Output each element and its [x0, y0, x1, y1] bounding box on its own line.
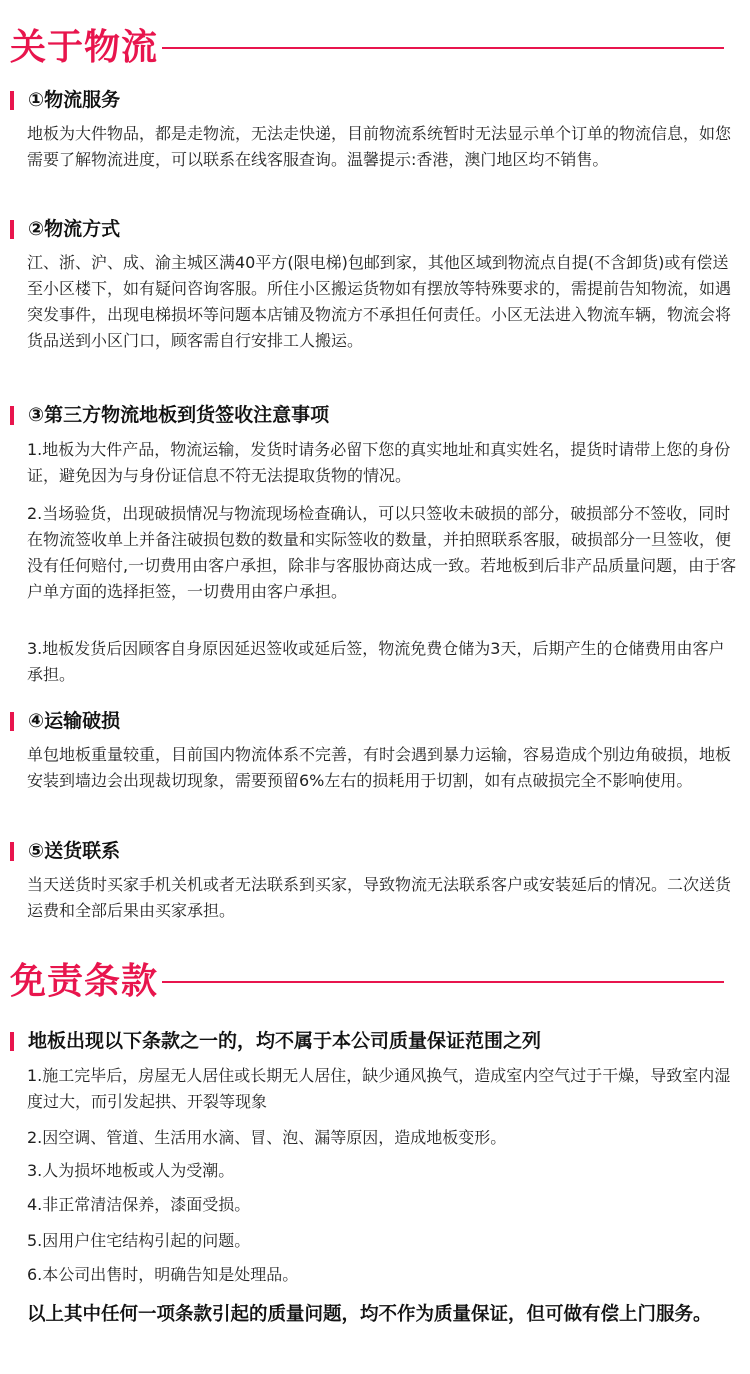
- logistics-heading-title: 关于物流: [10, 27, 159, 68]
- section-title: ①物流服务: [28, 89, 121, 111]
- list-item: 4.非正常清洁保养，漆面受损。: [27, 1195, 251, 1214]
- heading-divider: [162, 47, 724, 49]
- paragraph: 3.地板发货后因顾客自身原因延迟签收或延后签，物流免费仓储为3天，后期产生的仓储费用由客户承担。: [27, 639, 725, 684]
- list-item: 1.施工完毕后，房屋无人居住或长期无人居住，缺少通风换气，造成室内空气过于干燥，导致室内湿度过大，而引发起拱、开裂等现象: [27, 1066, 731, 1111]
- list-item: 2.因空调、管道、生活用水滴、冒、泡、漏等原因，造成地板变形。: [27, 1128, 507, 1147]
- section-marker: [10, 220, 14, 239]
- heading-divider: [162, 981, 724, 983]
- paragraph: 单包地板重量较重，目前国内物流体系不完善，有时会遇到暴力运输，容易造成个别边角破损，地板安装到墙边会出现裁切现象，需要预留6%左右的损耗用于切割，如有点破损完全不影响使用。: [27, 745, 732, 790]
- paragraph: 当天送货时买家手机关机或者无法联系到买家，导致物流无法联系客户或安装延后的情况。二次送货运费和全部后果由买家承担。: [27, 875, 732, 920]
- list-item: 3.人为损坏地板或人为受潮。: [27, 1161, 235, 1180]
- section-title: ②物流方式: [28, 218, 121, 240]
- list-item: 5.因用户住宅结构引起的问题。: [27, 1231, 251, 1250]
- paragraph: 2.当场验货，出现破损情况与物流现场检查确认，可以只签收未破损的部分，破损部分不签收，同时在物流签收单上并备注破损包数的数量和实际签收的数量，并拍照联系客服，破损部分一旦签收，便没有任何赔付,一切费用由客户承担，除非与客服协商达成一致。若地板到后非产品质量问题，由于客户单方面的选择拒签，一切费用由客户承担。: [27, 504, 737, 601]
- section-title: ④运输破损: [28, 710, 121, 732]
- section-title: ⑤送货联系: [28, 840, 121, 862]
- section-title: 地板出现以下条款之一的，均不属于本公司质量保证范围之列: [28, 1030, 542, 1052]
- paragraph: 1.地板为大件产品，物流运输，发货时请务必留下您的真实地址和真实姓名，提货时请带上您的身份证，避免因为与身份证信息不符无法提取货物的情况。: [27, 440, 731, 485]
- logistics-heading: [10, 23, 724, 73]
- disclaimer-conclusion: 以上其中任何一项条款引起的质量问题，均不作为质量保证，但可做有偿上门服务。: [27, 1304, 712, 1325]
- disclaimer-heading: [10, 957, 724, 1007]
- section-marker: [10, 1032, 14, 1051]
- section-marker: [10, 842, 14, 861]
- list-item: 6.本公司出售时，明确告知是处理品。: [27, 1265, 299, 1284]
- section-marker: [10, 406, 14, 425]
- paragraph: 江、浙、沪、成、渝主城区满40平方(限电梯)包邮到家，其他区域到物流点自提(不含卸货)或有偿送至小区楼下，如有疑问咨询客服。所住小区搬运货物如有摆放等特殊要求的，需提前告知物流，如遇突发事件，出现电梯损坏等问题本店铺及物流方不承担任何责任。小区无法进入物流车辆，物流会将货品送到小区门口，顾客需自行安排工人搬运。: [27, 253, 732, 350]
- section-marker: [10, 712, 14, 731]
- disclaimer-heading-title: 免责条款: [10, 961, 159, 1002]
- paragraph: 地板为大件物品，都是走物流，无法走快递，目前物流系统暂时无法显示单个订单的物流信息，如您需要了解物流进度，可以联系在线客服查询。温馨提示:香港，澳门地区均不销售。: [27, 124, 732, 169]
- section-title: ③第三方物流地板到货签收注意事项: [28, 404, 330, 426]
- section-marker: [10, 91, 14, 110]
